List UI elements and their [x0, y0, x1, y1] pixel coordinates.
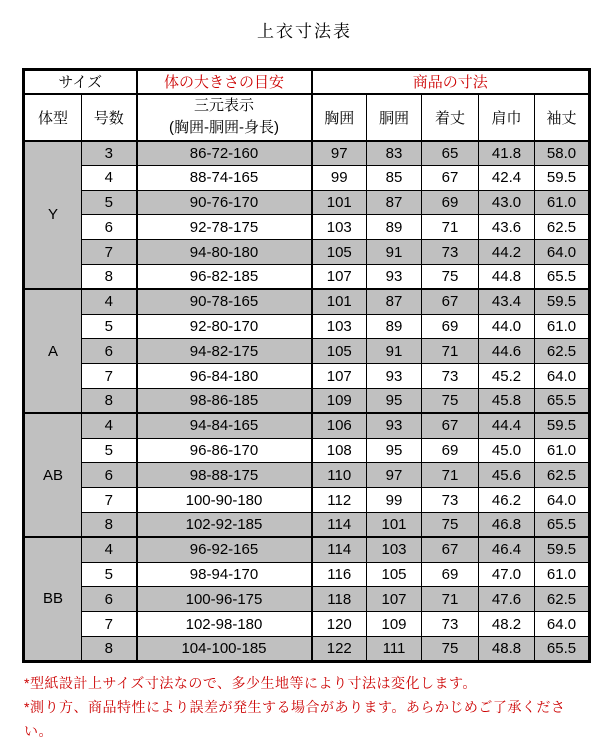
cell-triple-size: 94-84-165	[137, 413, 312, 438]
cell-waist: 83	[367, 141, 422, 166]
header-body-type: 体型	[24, 94, 82, 141]
cell-shoulder-width: 43.0	[479, 190, 535, 215]
cell-shoulder-width: 48.8	[479, 636, 535, 661]
cell-chest: 105	[312, 339, 367, 364]
cell-garment-length: 71	[422, 463, 479, 488]
cell-shoulder-width: 44.2	[479, 240, 535, 265]
cell-triple-size: 102-98-180	[137, 612, 312, 637]
cell-garment-length: 67	[422, 165, 479, 190]
cell-sleeve-length: 65.5	[535, 636, 590, 661]
cell-shoulder-width: 46.2	[479, 488, 535, 513]
cell-triple-size: 94-82-175	[137, 339, 312, 364]
cell-triple-size: 100-96-175	[137, 587, 312, 612]
cell-shoulder-width: 42.4	[479, 165, 535, 190]
cell-garment-length: 73	[422, 364, 479, 389]
cell-garment-length: 67	[422, 413, 479, 438]
table-row-BB-4	[24, 537, 590, 562]
table-row-Y-7	[24, 240, 590, 265]
header-garment-length: 着丈	[422, 94, 479, 141]
size-table	[22, 68, 591, 663]
cell-shoulder-width: 45.8	[479, 388, 535, 413]
size-table-body	[24, 141, 590, 662]
cell-sleeve-length: 65.5	[535, 512, 590, 537]
table-row-A-6	[24, 339, 590, 364]
cell-sleeve-length: 62.5	[535, 215, 590, 240]
cell-waist: 87	[367, 289, 422, 314]
cell-waist: 109	[367, 612, 422, 637]
table-row-Y-6	[24, 215, 590, 240]
header-size-group: サイズ	[24, 70, 137, 94]
cell-chest: 116	[312, 562, 367, 587]
cell-sleeve-length: 59.5	[535, 165, 590, 190]
cell-chest: 109	[312, 388, 367, 413]
cell-triple-size: 86-72-160	[137, 141, 312, 166]
cell-garment-length: 69	[422, 314, 479, 339]
cell-garment-length: 71	[422, 587, 479, 612]
cell-size-no: 5	[82, 438, 137, 463]
cell-garment-length: 71	[422, 215, 479, 240]
cell-waist: 101	[367, 512, 422, 537]
cell-size-no: 6	[82, 339, 137, 364]
cell-waist: 107	[367, 587, 422, 612]
cell-garment-length: 75	[422, 636, 479, 661]
cell-chest: 103	[312, 215, 367, 240]
cell-garment-length: 73	[422, 612, 479, 637]
cell-garment-length: 67	[422, 537, 479, 562]
cell-body-type: AB	[24, 413, 82, 537]
cell-waist: 85	[367, 165, 422, 190]
cell-chest: 106	[312, 413, 367, 438]
cell-size-no: 4	[82, 413, 137, 438]
cell-chest: 118	[312, 587, 367, 612]
table-row-AB-8	[24, 512, 590, 537]
cell-garment-length: 69	[422, 190, 479, 215]
cell-sleeve-length: 64.0	[535, 488, 590, 513]
cell-sleeve-length: 61.0	[535, 438, 590, 463]
cell-chest: 107	[312, 264, 367, 289]
cell-waist: 97	[367, 463, 422, 488]
cell-waist: 89	[367, 314, 422, 339]
table-row-Y-4	[24, 165, 590, 190]
cell-size-no: 8	[82, 636, 137, 661]
cell-size-no: 6	[82, 587, 137, 612]
cell-waist: 103	[367, 537, 422, 562]
cell-size-no: 8	[82, 264, 137, 289]
cell-chest: 105	[312, 240, 367, 265]
header-size-no: 号数	[82, 94, 137, 141]
cell-triple-size: 96-86-170	[137, 438, 312, 463]
cell-sleeve-length: 59.5	[535, 289, 590, 314]
cell-triple-size: 104-100-185	[137, 636, 312, 661]
cell-chest: 110	[312, 463, 367, 488]
cell-chest: 107	[312, 364, 367, 389]
cell-triple-size: 90-76-170	[137, 190, 312, 215]
cell-size-no: 7	[82, 488, 137, 513]
cell-chest: 122	[312, 636, 367, 661]
cell-sleeve-length: 64.0	[535, 612, 590, 637]
cell-shoulder-width: 41.8	[479, 141, 535, 166]
cell-sleeve-length: 62.5	[535, 463, 590, 488]
cell-triple-size: 96-92-165	[137, 537, 312, 562]
cell-body-type: BB	[24, 537, 82, 661]
cell-garment-length: 71	[422, 339, 479, 364]
cell-triple-size: 98-88-175	[137, 463, 312, 488]
cell-triple-size: 90-78-165	[137, 289, 312, 314]
cell-triple-size: 94-80-180	[137, 240, 312, 265]
cell-shoulder-width: 48.2	[479, 612, 535, 637]
table-row-Y-5	[24, 190, 590, 215]
cell-triple-size: 102-92-185	[137, 512, 312, 537]
cell-shoulder-width: 46.8	[479, 512, 535, 537]
cell-waist: 99	[367, 488, 422, 513]
cell-shoulder-width: 44.6	[479, 339, 535, 364]
cell-waist: 95	[367, 388, 422, 413]
table-row-AB-4	[24, 413, 590, 438]
cell-shoulder-width: 47.0	[479, 562, 535, 587]
table-row-BB-7	[24, 612, 590, 637]
cell-garment-length: 75	[422, 388, 479, 413]
table-row-AB-6	[24, 463, 590, 488]
cell-chest: 120	[312, 612, 367, 637]
cell-size-no: 4	[82, 165, 137, 190]
table-row-AB-5	[24, 438, 590, 463]
cell-size-no: 8	[82, 388, 137, 413]
cell-sleeve-length: 65.5	[535, 388, 590, 413]
cell-size-no: 7	[82, 364, 137, 389]
cell-shoulder-width: 45.6	[479, 463, 535, 488]
cell-sleeve-length: 59.5	[535, 537, 590, 562]
cell-shoulder-width: 44.0	[479, 314, 535, 339]
cell-size-no: 3	[82, 141, 137, 166]
cell-shoulder-width: 46.4	[479, 537, 535, 562]
cell-size-no: 7	[82, 240, 137, 265]
cell-triple-size: 96-82-185	[137, 264, 312, 289]
cell-sleeve-length: 64.0	[535, 240, 590, 265]
header-shoulder-width: 肩巾	[479, 94, 535, 141]
cell-size-no: 5	[82, 562, 137, 587]
cell-shoulder-width: 47.6	[479, 587, 535, 612]
cell-sleeve-length: 61.0	[535, 190, 590, 215]
cell-size-no: 4	[82, 289, 137, 314]
cell-garment-length: 67	[422, 289, 479, 314]
cell-shoulder-width: 43.4	[479, 289, 535, 314]
cell-chest: 97	[312, 141, 367, 166]
cell-garment-length: 75	[422, 264, 479, 289]
cell-chest: 114	[312, 537, 367, 562]
cell-triple-size: 88-74-165	[137, 165, 312, 190]
table-row-Y-8	[24, 264, 590, 289]
cell-triple-size: 92-80-170	[137, 314, 312, 339]
footnote-1: *型紙設計上サイズ寸法なので、多少生地等により寸法は変化します。	[24, 675, 477, 691]
cell-sleeve-length: 62.5	[535, 587, 590, 612]
cell-garment-length: 69	[422, 438, 479, 463]
header-chest: 胸囲	[312, 94, 367, 141]
table-row-A-5	[24, 314, 590, 339]
footnote-2: *測り方、商品特性により誤差が発生する場合があります。あらかじめご了承ください。	[24, 699, 566, 738]
header-triple-size-sub: (胸囲-胴囲-身長)	[169, 119, 279, 136]
cell-waist: 91	[367, 240, 422, 265]
cell-garment-length: 69	[422, 562, 479, 587]
table-group-header-row	[24, 70, 590, 94]
cell-sleeve-length: 62.5	[535, 339, 590, 364]
header-sleeve-length: 袖丈	[535, 94, 590, 141]
cell-chest: 114	[312, 512, 367, 537]
table-row-A-4	[24, 289, 590, 314]
cell-shoulder-width: 45.2	[479, 364, 535, 389]
cell-sleeve-length: 59.5	[535, 413, 590, 438]
cell-triple-size: 98-86-185	[137, 388, 312, 413]
cell-chest: 103	[312, 314, 367, 339]
cell-garment-length: 73	[422, 488, 479, 513]
cell-size-no: 4	[82, 537, 137, 562]
cell-body-type: Y	[24, 141, 82, 290]
cell-chest: 112	[312, 488, 367, 513]
cell-triple-size: 100-90-180	[137, 488, 312, 513]
cell-sleeve-length: 61.0	[535, 562, 590, 587]
cell-size-no: 7	[82, 612, 137, 637]
cell-garment-length: 73	[422, 240, 479, 265]
header-triple-size	[137, 94, 312, 141]
header-product-dims-group: 商品の寸法	[312, 70, 590, 94]
cell-waist: 89	[367, 215, 422, 240]
table-row-A-8	[24, 388, 590, 413]
header-triple-size-main: 三元表示	[193, 97, 254, 115]
table-row-A-7	[24, 364, 590, 389]
cell-waist: 105	[367, 562, 422, 587]
cell-triple-size: 96-84-180	[137, 364, 312, 389]
cell-shoulder-width: 44.8	[479, 264, 535, 289]
cell-chest: 108	[312, 438, 367, 463]
cell-waist: 93	[367, 364, 422, 389]
cell-size-no: 6	[82, 215, 137, 240]
cell-waist: 91	[367, 339, 422, 364]
cell-chest: 101	[312, 190, 367, 215]
cell-garment-length: 65	[422, 141, 479, 166]
table-row-BB-8	[24, 636, 590, 661]
cell-size-no: 5	[82, 190, 137, 215]
header-waist: 胴囲	[367, 94, 422, 141]
cell-size-no: 6	[82, 463, 137, 488]
footnotes	[24, 671, 594, 738]
cell-triple-size: 98-94-170	[137, 562, 312, 587]
cell-shoulder-width: 43.6	[479, 215, 535, 240]
cell-waist: 95	[367, 438, 422, 463]
cell-size-no: 5	[82, 314, 137, 339]
header-body-guide-group: 体の大きさの目安	[137, 70, 312, 94]
cell-chest: 101	[312, 289, 367, 314]
table-row-BB-5	[24, 562, 590, 587]
cell-waist: 93	[367, 413, 422, 438]
cell-waist: 111	[367, 636, 422, 661]
cell-body-type: A	[24, 289, 82, 413]
cell-garment-length: 75	[422, 512, 479, 537]
cell-size-no: 8	[82, 512, 137, 537]
cell-sleeve-length: 58.0	[535, 141, 590, 166]
cell-waist: 87	[367, 190, 422, 215]
table-row-BB-6	[24, 587, 590, 612]
cell-triple-size: 92-78-175	[137, 215, 312, 240]
cell-shoulder-width: 45.0	[479, 438, 535, 463]
cell-sleeve-length: 61.0	[535, 314, 590, 339]
cell-sleeve-length: 65.5	[535, 264, 590, 289]
page-title: 上衣寸法表	[257, 22, 352, 41]
cell-waist: 93	[367, 264, 422, 289]
cell-shoulder-width: 44.4	[479, 413, 535, 438]
table-row-Y-3	[24, 141, 590, 166]
table-column-header-row	[24, 94, 590, 141]
cell-chest: 99	[312, 165, 367, 190]
table-row-AB-7	[24, 488, 590, 513]
cell-sleeve-length: 64.0	[535, 364, 590, 389]
